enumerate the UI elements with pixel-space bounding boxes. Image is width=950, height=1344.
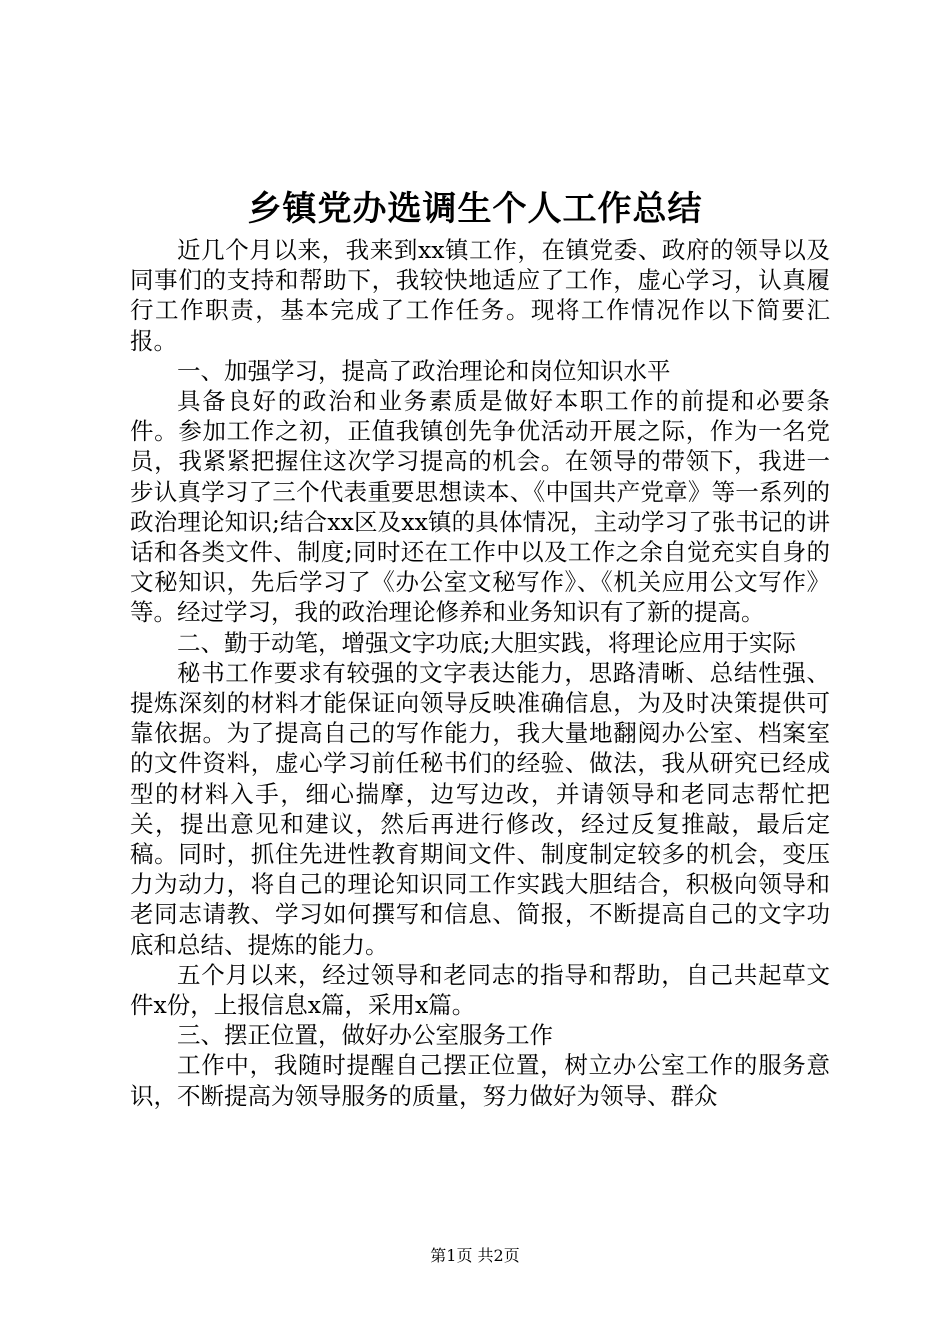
paragraph-section-1: 具备良好的政治和业务素质是做好本职工作的前提和必要条件。参加工作之初，正值我镇创先争优活动开展之际，作为一名党员，我紧紧把握住这次学习提高的机会。在领导的带领下，我进一步认真学习了三个代表重要思想读本、《中国共产党章》等一系列的政治理论知识;结合xx区及xx镇的具体情况，主动学习了张书记的讲话和各类文件、制度;同时还在工作中以及工作之余自觉充实自身的文秘知识，先后学习了《办公室文秘写作》、《机关应用公文写作》等。经过学习，我的政治理论修养和业务知识有了新的提高。 <box>130 387 830 627</box>
section-heading-3: 三、摆正位置，做好办公室服务工作 <box>177 1021 553 1050</box>
section-heading-1: 一、加强学习，提高了政治理论和岗位知识水平 <box>177 356 671 385</box>
paragraph-section-2: 秘书工作要求有较强的文字表达能力，思路清晰、总结性强、提炼深刻的材料才能保证向领导反映准确信息，为及时决策提供可靠依据。为了提高自己的写作能力，我大量地翻阅办公室、档案室的文件资料，虚心学习前任秘书们的经验、做法，我从研究已经成型的材料入手，细心揣摩，边写边改，并请领导和老同志帮忙把关，提出意见和建议，然后再进行修改，经过反复推敲，最后定稿。同时，抓住先进性教育期间文件、制度制定较多的机会，变压力为动力，将自己的理论知识同工作实践大胆结合，积极向领导和老同志请教、学习如何撰写和信息、简报，不断提高自己的文字功底和总结、提炼的能力。 <box>130 658 830 959</box>
document-body <box>130 235 830 1111</box>
paragraph-intro: 近几个月以来，我来到xx镇工作，在镇党委、政府的领导以及同事们的支持和帮助下，我较快地适应了工作，虚心学习，认真履行工作职责，基本完成了工作任务。现将工作情况作以下简要汇报。 <box>130 236 830 355</box>
paragraph-section-2-results: 五个月以来，经过领导和老同志的指导和帮助，自己共起草文件x份，上报信息x篇，采用x篇。 <box>130 960 830 1020</box>
section-heading-2: 二、勤于动笔，增强文字功底;大胆实践，将理论应用于实际 <box>177 628 796 657</box>
document-title: 乡镇党办选调生个人工作总结 <box>247 189 703 229</box>
paragraph-section-3: 工作中，我随时提醒自己摆正位置，树立办公室工作的服务意识，不断提高为领导服务的质量，努力做好为领导、群众 <box>130 1051 830 1110</box>
page-footer: 第1页 共2页 <box>430 1246 520 1265</box>
